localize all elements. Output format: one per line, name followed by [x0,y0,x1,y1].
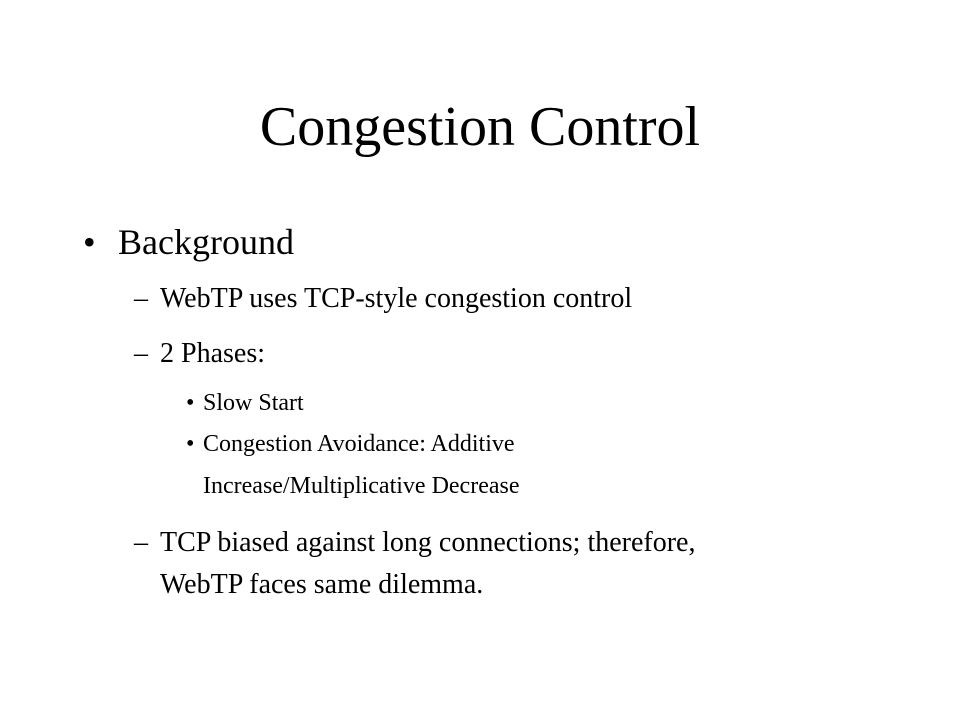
slide-title: Congestion Control [259,96,701,158]
bullet-icon: • [83,222,96,262]
dash-icon: – [134,527,148,558]
bullet-icon: • [186,390,195,416]
dash-icon: – [134,283,148,314]
subitem-congestion-avoidance-line1: Congestion Avoidance: Additive [203,431,515,457]
section-label: Background [118,222,294,262]
dash-icon: – [134,338,148,369]
item-webtp-style: WebTP uses TCP-style congestion control [160,283,633,314]
subitem-congestion-avoidance-line2: Increase/Multiplicative Decrease [203,473,520,499]
item-tcp-biased-line2: WebTP faces same dilemma. [160,569,484,600]
item-phases: 2 Phases: [160,338,265,369]
subitem-slow-start: Slow Start [203,390,304,416]
item-tcp-biased-line1: TCP biased against long connections; therefore, [160,527,696,558]
bullet-icon: • [186,431,195,457]
